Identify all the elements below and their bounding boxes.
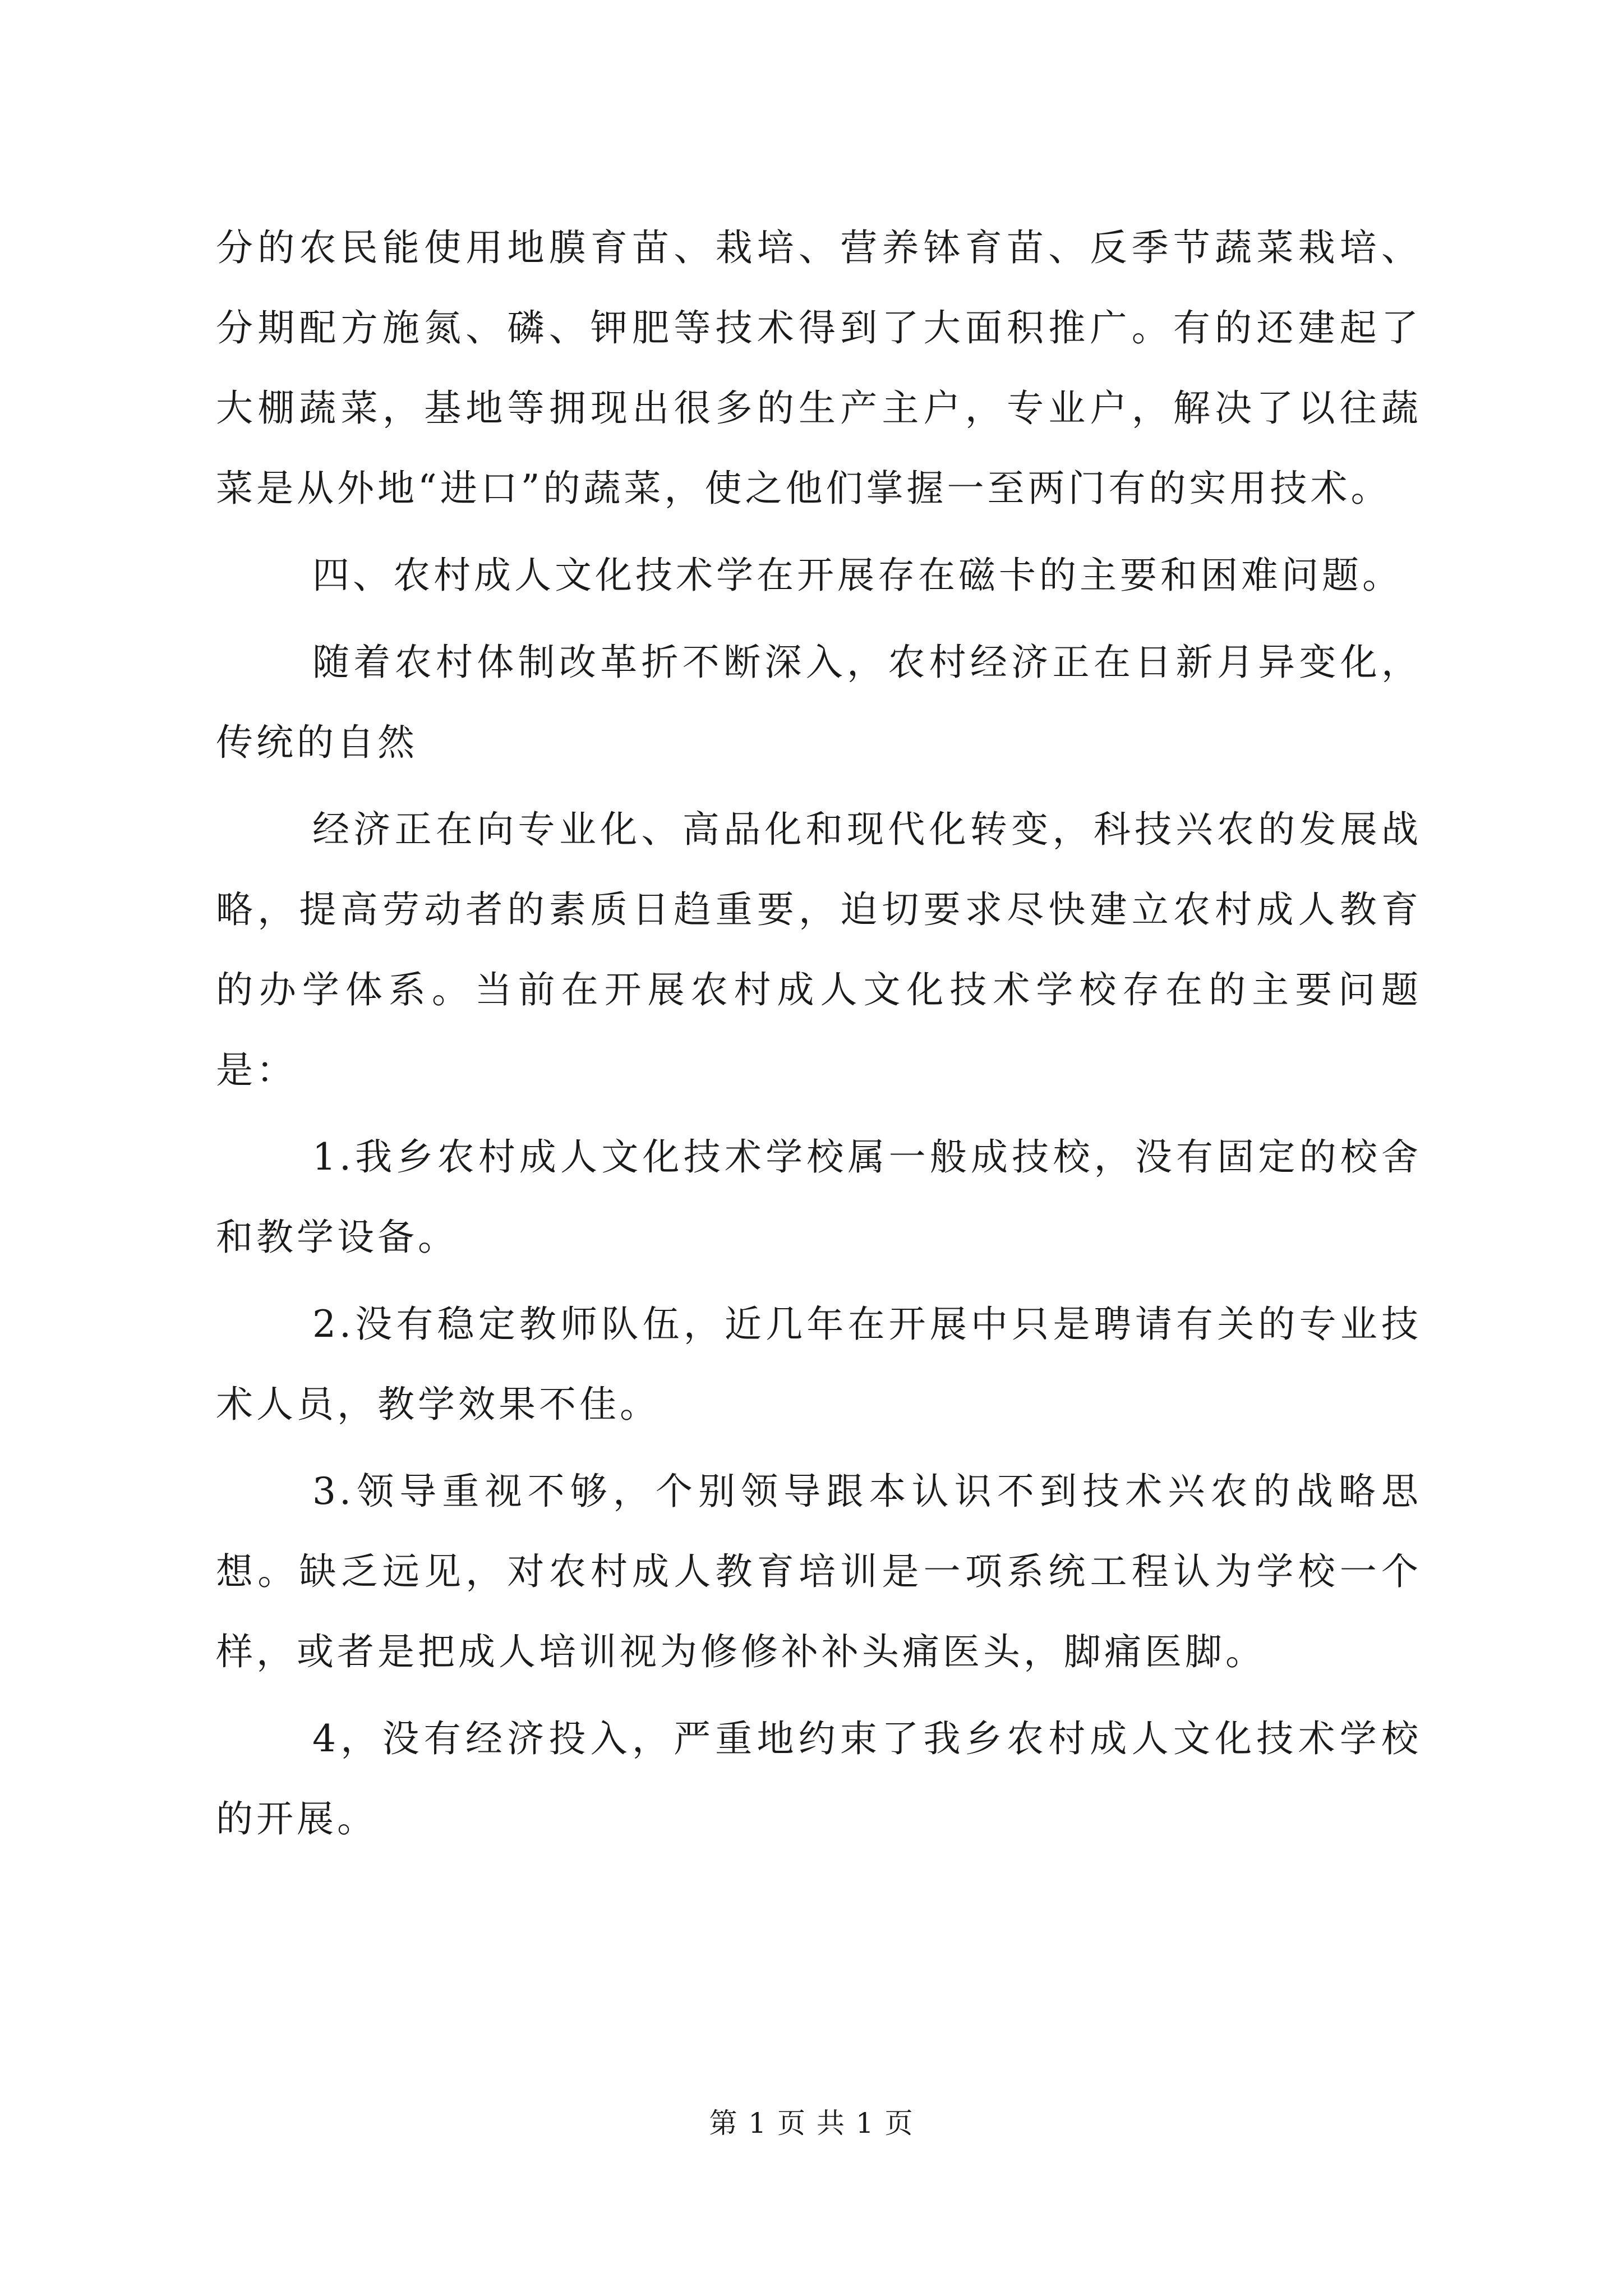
document-body xyxy=(216,208,1422,1866)
paragraph-1: 分的农民能使用地膜育苗、栽培、营养钵育苗、反季节蔬菜栽培、分期配方施氮、磷、钾肥等技术得到了大面积推广。有的还建起了大棚蔬菜，基地等拥现出很多的生产主户，专业户，解决了以往蔬菜是从外地“进口”的蔬菜，使之他们掌握一至两门有的实用技术。 xyxy=(216,226,1422,510)
page-footer: 第 1 页 共 1 页 xyxy=(709,2107,914,2139)
paragraph-3: 随着农村体制改革折不断深入，农村经济正在日新月异变化，传统的自然 xyxy=(216,641,1422,764)
paragraph-list-item-2: 2.没有稳定教师队伍，近几年在开展中只是聘请有关的专业技术人员，教学效果不佳。 xyxy=(216,1303,1422,1426)
paragraph-list-item-1: 1.我乡农村成人文化技术学校属一般成技校，没有固定的校舍和教学设备。 xyxy=(216,1135,1422,1259)
paragraph-4: 经济正在向专业化、高品化和现代化转变，科技兴农的发展战略，提高劳动者的素质日趋重要，迫切要求尽快建立农村成人教育的办学体系。当前在开展农村成人文化技术学校存在的主要问题是： xyxy=(216,808,1422,1092)
paragraph-list-item-3: 3.领导重视不够，个别领导跟本认识不到技术兴农的战略思想。缺乏远见，对农村成人教育培训是一项系统工程认为学校一个样，或者是把成人培训视为修修补补头痛医头，脚痛医脚。 xyxy=(216,1470,1422,1673)
paragraph-2-heading: 四、农村成人文化技术学在开展存在磁卡的主要和困难问题。 xyxy=(312,554,1403,597)
paragraph-list-item-4: 4，没有经济投入，严重地约束了我乡农村成人文化技术学校的开展。 xyxy=(216,1717,1422,1841)
